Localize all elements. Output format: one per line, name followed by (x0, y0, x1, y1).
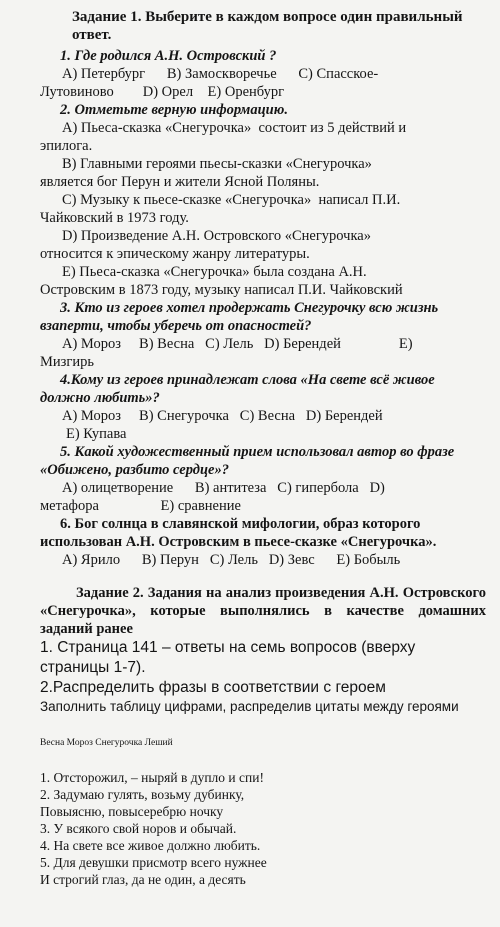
question-6: 6. Бог солнца в славянской мифологии, образ которого использован А.Н. Островским в пьесе-сказке «Снегурочка». (40, 516, 437, 550)
question-1: 1. Где родился А.Н. Островский ? (60, 48, 277, 64)
question-3-options-line-2: Мизгирь (40, 354, 94, 370)
task2-item-2: 2.Распределить фразы в соответствии с героем (40, 679, 386, 696)
question-2-line-4: является бог Перун и жители Ясной Поляны. (40, 174, 320, 190)
question-1-options-line-1: А) Петербург В) Замоскворечье С) Спасское- (62, 66, 379, 82)
question-2-line-6: Чайковский в 1973 году. (40, 210, 189, 226)
question-2-line-3: В) Главными героями пьесы-сказки «Снегурочка» (62, 156, 372, 172)
question-2-line-9: Е) Пьеса-сказка «Снегурочка» была создана А.Н. (62, 264, 367, 280)
question-2: 2. Отметьте верную информацию. (60, 102, 288, 118)
question-3-options-line-1: А) Мороз В) Весна С) Лель D) Берендей Е) (62, 336, 413, 352)
question-1-options-line-2: Лутовиново D) Орел Е) Оренбург (40, 84, 285, 100)
question-5-options-line-1: А) олицетворение В) антитеза С) гипербола D) (62, 480, 385, 496)
question-5: 5. Какой художественный прием использовал автор во фразе «Обижено, разбито сердце»? (40, 444, 455, 478)
question-3: 3. Кто из героев хотел продержать Снегурочку всю жизнь взаперти, чтобы уберечь от опасностей? (40, 300, 439, 334)
question-4-options-line-2: Е) Купава (66, 426, 127, 442)
question-2-line-7: D) Произведение А.Н. Островского «Снегурочка» (62, 228, 371, 244)
quote-1: 1. Отсторожил, – ныряй в дупло и спи! (40, 770, 264, 785)
quote-2: 2. Задумаю гулять, возьму дубинку, (40, 787, 245, 802)
quote-3: Повыясню, повысеребрю ночку (40, 804, 224, 819)
question-4-options-line-1: А) Мороз В) Снегурочка С) Весна D) Берендей (62, 408, 383, 424)
task2-heading: Задание 2. Задания на анализ произведения А.Н. Островского «Снегурочка», которые выполнялись в качестве домашних заданий ранее (40, 585, 486, 637)
quote-7: И строгий глаз, да не один, а десять (40, 872, 246, 887)
task2-instruction: Заполнить таблицу цифрами, распределив цитаты между героями (40, 699, 459, 714)
task2-item-1: 1. Страница 141 – ответы на семь вопросов (вверху страницы 1-7). (40, 639, 416, 676)
quote-5: 4. На свете все живое должно любить. (40, 838, 261, 853)
question-4: 4.Кому из героев принадлежат слова «На свете всё живое должно любить»? (40, 372, 435, 406)
task1-heading: Задание 1. Выберите в каждом вопросе один правильный ответ. (72, 9, 463, 43)
question-2-line-5: С) Музыку к пьесе-сказке «Снегурочка» написал П.И. (62, 192, 401, 208)
question-2-line-8: относится к эпическому жанру литературы. (40, 246, 310, 262)
question-2-line-2: эпилога. (40, 138, 93, 154)
quote-4: 3. У всякого свой норов и обычай. (40, 821, 237, 836)
quotes-list (40, 769, 486, 888)
heroes-line: Весна Мороз Снегурочка Леший (40, 738, 173, 748)
question-6-options: А) Ярило В) Перун С) Лель D) Зевс Е) Бобыль (62, 552, 401, 568)
question-2-line-1: А) Пьеса-сказка «Снегурочка» состоит из 5 действий и (62, 120, 407, 136)
quote-6: 5. Для девушки присмотр всего нужнее (40, 855, 267, 870)
question-2-line-10: Островским в 1873 году, музыку написал П.И. Чайковский (40, 282, 403, 298)
question-5-options-line-2: метафора Е) сравнение (40, 498, 241, 514)
